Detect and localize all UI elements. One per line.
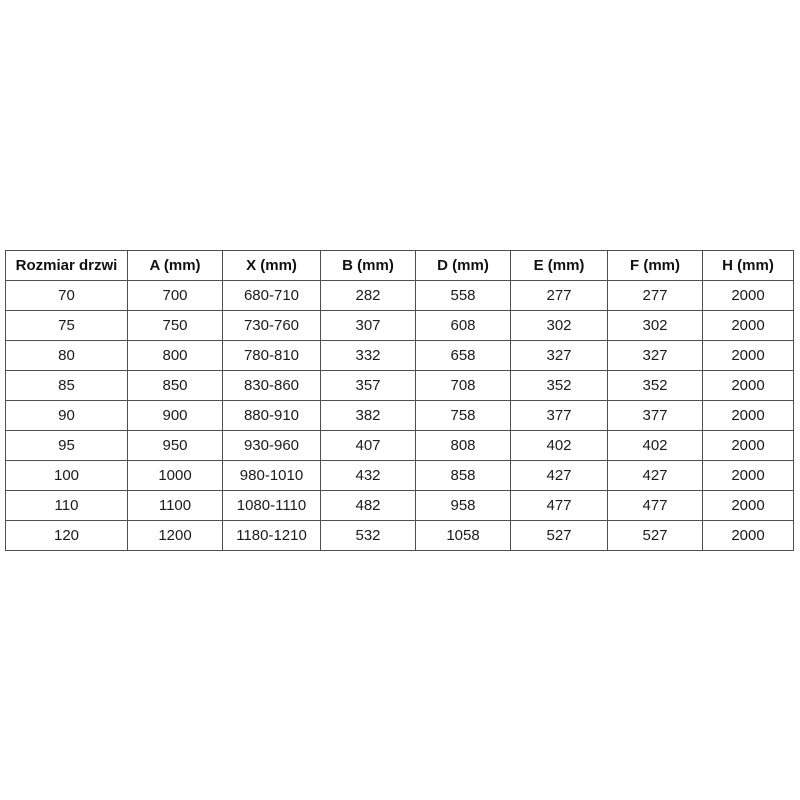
table-cell: 477 — [511, 491, 608, 521]
table-cell: 382 — [321, 401, 416, 431]
table-cell: 332 — [321, 341, 416, 371]
table-cell: 1100 — [128, 491, 223, 521]
table-cell: 2000 — [703, 431, 794, 461]
table-cell: 700 — [128, 281, 223, 311]
table-cell: 75 — [6, 311, 128, 341]
table-row — [6, 461, 794, 491]
table-cell: 427 — [608, 461, 703, 491]
column-header: A (mm) — [128, 251, 223, 281]
column-header: X (mm) — [223, 251, 321, 281]
door-dimensions-table — [5, 250, 794, 551]
table-cell: 930-960 — [223, 431, 321, 461]
table-cell: 302 — [608, 311, 703, 341]
table-cell: 352 — [511, 371, 608, 401]
table-cell: 352 — [608, 371, 703, 401]
table-cell: 780-810 — [223, 341, 321, 371]
table-cell: 90 — [6, 401, 128, 431]
table-cell: 900 — [128, 401, 223, 431]
table-cell: 100 — [6, 461, 128, 491]
table-cell: 758 — [416, 401, 511, 431]
table-cell: 2000 — [703, 371, 794, 401]
table-cell: 357 — [321, 371, 416, 401]
table-cell: 1000 — [128, 461, 223, 491]
table-body — [6, 281, 794, 551]
column-header: B (mm) — [321, 251, 416, 281]
table-cell: 110 — [6, 491, 128, 521]
table-row — [6, 311, 794, 341]
table-row — [6, 521, 794, 551]
table-cell: 277 — [511, 281, 608, 311]
table-cell: 482 — [321, 491, 416, 521]
table-cell: 477 — [608, 491, 703, 521]
table-cell: 377 — [511, 401, 608, 431]
table-cell: 1058 — [416, 521, 511, 551]
table-cell: 980-1010 — [223, 461, 321, 491]
table-cell: 95 — [6, 431, 128, 461]
table-head — [6, 251, 794, 281]
table-cell: 407 — [321, 431, 416, 461]
table-cell: 302 — [511, 311, 608, 341]
table-row — [6, 281, 794, 311]
table-cell: 1180-1210 — [223, 521, 321, 551]
table-cell: 377 — [608, 401, 703, 431]
table-cell: 2000 — [703, 281, 794, 311]
table-cell: 958 — [416, 491, 511, 521]
table-cell: 70 — [6, 281, 128, 311]
table-cell: 527 — [511, 521, 608, 551]
column-header: F (mm) — [608, 251, 703, 281]
table-cell: 730-760 — [223, 311, 321, 341]
table-cell: 858 — [416, 461, 511, 491]
table-cell: 402 — [608, 431, 703, 461]
table-cell: 527 — [608, 521, 703, 551]
table-cell: 680-710 — [223, 281, 321, 311]
table-cell: 85 — [6, 371, 128, 401]
table-row — [6, 401, 794, 431]
table-cell: 708 — [416, 371, 511, 401]
table-cell: 532 — [321, 521, 416, 551]
table-cell: 658 — [416, 341, 511, 371]
table-cell: 950 — [128, 431, 223, 461]
table-row — [6, 341, 794, 371]
table-cell: 282 — [321, 281, 416, 311]
table-row — [6, 371, 794, 401]
table-cell: 2000 — [703, 311, 794, 341]
table-cell: 80 — [6, 341, 128, 371]
table-cell: 880-910 — [223, 401, 321, 431]
column-header: Rozmiar drzwi — [6, 251, 128, 281]
table-cell: 120 — [6, 521, 128, 551]
table-cell: 2000 — [703, 491, 794, 521]
column-header: H (mm) — [703, 251, 794, 281]
table-cell: 830-860 — [223, 371, 321, 401]
table-cell: 277 — [608, 281, 703, 311]
table-cell: 750 — [128, 311, 223, 341]
table-cell: 327 — [511, 341, 608, 371]
header-row — [6, 251, 794, 281]
table-cell: 432 — [321, 461, 416, 491]
column-header: D (mm) — [416, 251, 511, 281]
table-cell: 850 — [128, 371, 223, 401]
table-cell: 307 — [321, 311, 416, 341]
table-cell: 558 — [416, 281, 511, 311]
column-header: E (mm) — [511, 251, 608, 281]
table-row — [6, 431, 794, 461]
table-cell: 427 — [511, 461, 608, 491]
table-cell: 800 — [128, 341, 223, 371]
table-row — [6, 491, 794, 521]
table-cell: 2000 — [703, 461, 794, 491]
table-cell: 1200 — [128, 521, 223, 551]
table-cell: 327 — [608, 341, 703, 371]
table-cell: 1080-1110 — [223, 491, 321, 521]
table-cell: 2000 — [703, 521, 794, 551]
table-cell: 2000 — [703, 401, 794, 431]
table-cell: 808 — [416, 431, 511, 461]
table-cell: 2000 — [703, 341, 794, 371]
table-cell: 402 — [511, 431, 608, 461]
table-cell: 608 — [416, 311, 511, 341]
